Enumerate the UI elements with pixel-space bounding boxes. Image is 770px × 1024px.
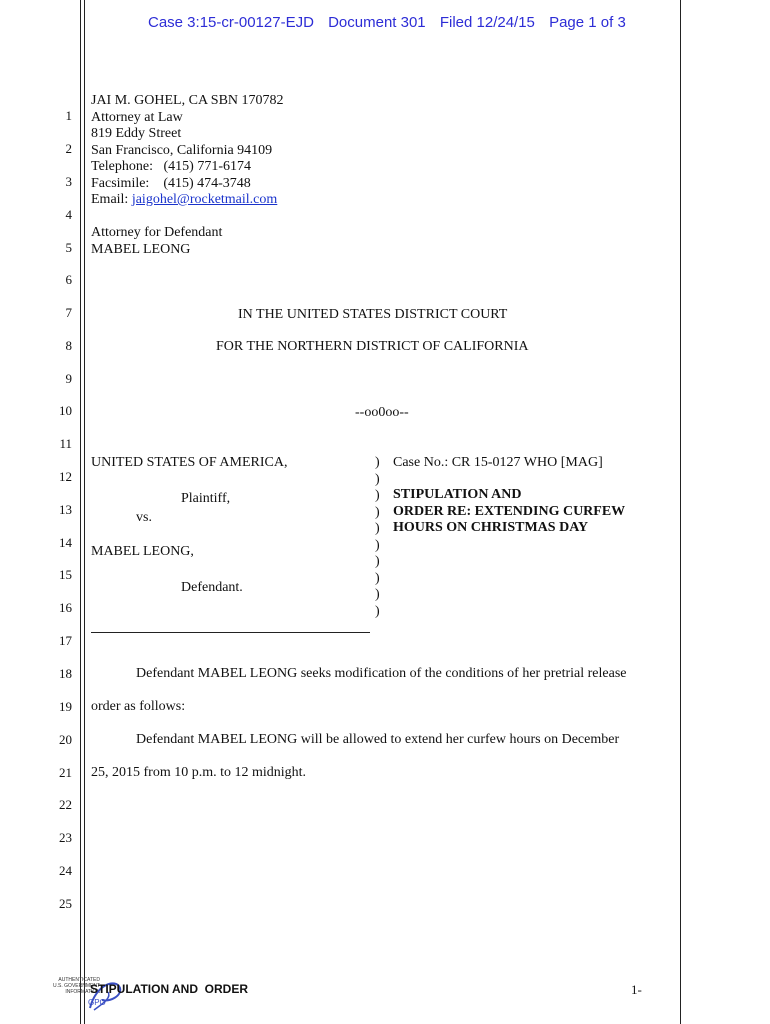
document-title-line3: HOURS ON CHRISTMAS DAY [393, 520, 589, 535]
paren-mark: ) [375, 471, 380, 487]
attorney-telephone: Telephone: (415) 771-6174 [91, 159, 251, 174]
attorney-email-link[interactable]: jaigohel@rocketmail.com [131, 192, 278, 207]
attorney-title: Attorney at Law [91, 109, 183, 125]
paragraph-1-line-2: order as follows: [91, 699, 186, 714]
paren-mark: ) [375, 488, 380, 503]
line-number: 23 [59, 830, 72, 845]
left-margin-rule-outer [80, 0, 81, 1024]
line-number: 22 [59, 797, 72, 812]
plaintiff-name: UNITED STATES OF AMERICA, [91, 455, 288, 470]
line-number: 18 [59, 666, 72, 681]
line-number: 14 [59, 535, 72, 550]
line-number: 12 [59, 469, 72, 484]
court-filing-header [148, 14, 636, 31]
footer-document-title: STIPULATION AND ORDER [90, 982, 248, 996]
line-number: 10 [59, 403, 72, 418]
page-count-header: Page 1 of 3 [549, 14, 626, 31]
attorney-city: San Francisco, California 94109 [91, 142, 273, 158]
line-number: 25 [59, 896, 72, 911]
paren-mark: ) [375, 504, 380, 520]
line-number: 13 [59, 502, 72, 517]
court-title-line1: IN THE UNITED STATES DISTRICT COURT [238, 307, 508, 322]
paragraph-2-line-2: 25, 2015 from 10 p.m. to 12 midnight. [91, 765, 307, 780]
line-number: 17 [59, 633, 72, 648]
document-number-header: Document 301 [328, 14, 426, 31]
line-number: 9 [65, 371, 72, 386]
paren-mark: ) [375, 587, 380, 602]
filed-date-header: Filed 12/24/15 [439, 14, 535, 31]
line-number: 21 [59, 765, 72, 780]
attorney-role: Attorney for Defendant [91, 225, 223, 240]
court-divider: --oo0oo-- [355, 405, 409, 420]
plaintiff-label: Plaintiff, [181, 491, 231, 506]
versus-label: vs. [136, 510, 152, 525]
paren-mark: ) [375, 603, 380, 619]
defendant-label: Defendant. [181, 580, 243, 595]
paragraph-1-line-1: Defendant MABEL LEONG seeks modification of the conditions of her pretrial release [136, 666, 627, 681]
line-number: 1 [65, 108, 72, 123]
paren-mark: ) [375, 554, 380, 569]
attorney-block [91, 93, 284, 258]
line-number: 11 [59, 436, 72, 451]
line-number: 4 [65, 207, 72, 222]
attorney-facsimile: Facsimile: (415) 474-3748 [91, 175, 251, 191]
line-number: 20 [59, 732, 72, 747]
gpo-authentication-text: AUTHENTICATED U.S. GOVERNMENT INFORMATION [53, 977, 100, 995]
line-number: 16 [59, 600, 72, 615]
paren-mark: ) [375, 521, 380, 536]
case-number: Case No.: CR 15-0127 WHO [MAG] [393, 455, 603, 470]
court-title-line2: FOR THE NORTHERN DISTRICT OF CALIFORNIA [216, 339, 529, 354]
paren-mark: ) [375, 537, 380, 553]
case-number-header: Case 3:15-cr-00127-EJD [148, 14, 314, 31]
attorney-street: 819 Eddy Street [91, 126, 182, 141]
right-margin-rule [680, 0, 681, 1024]
line-number: 24 [59, 863, 72, 878]
line-number: 3 [65, 174, 72, 189]
paren-mark: ) [375, 455, 380, 470]
line-number: 8 [65, 338, 72, 353]
line-number: 15 [59, 567, 72, 582]
caption-parentheses [375, 455, 380, 620]
gpo-mark: GPO [88, 998, 106, 1007]
attorney-email-line [91, 192, 284, 209]
attorney-email-label: Email: [91, 192, 132, 207]
line-number: 7 [65, 305, 72, 320]
defendant-name: MABEL LEONG, [91, 544, 194, 559]
line-number: 2 [65, 141, 72, 156]
line-number: 6 [65, 272, 72, 287]
footer-page-number: 1- [631, 982, 642, 997]
paragraph-2-line-1: Defendant MABEL LEONG will be allowed to extend her curfew hours on December [136, 732, 620, 747]
document-title-line1: STIPULATION AND [393, 487, 522, 502]
line-number: 5 [65, 240, 72, 255]
left-margin-rule-inner [84, 0, 85, 1024]
paren-mark: ) [375, 570, 380, 586]
document-title [393, 487, 625, 537]
document-title-line2: ORDER RE: EXTENDING CURFEW [393, 503, 626, 519]
attorney-client: MABEL LEONG [91, 241, 191, 257]
attorney-name: JAI M. GOHEL, CA SBN 170782 [91, 93, 284, 108]
caption-underline [91, 632, 370, 633]
line-number: 19 [59, 699, 72, 714]
